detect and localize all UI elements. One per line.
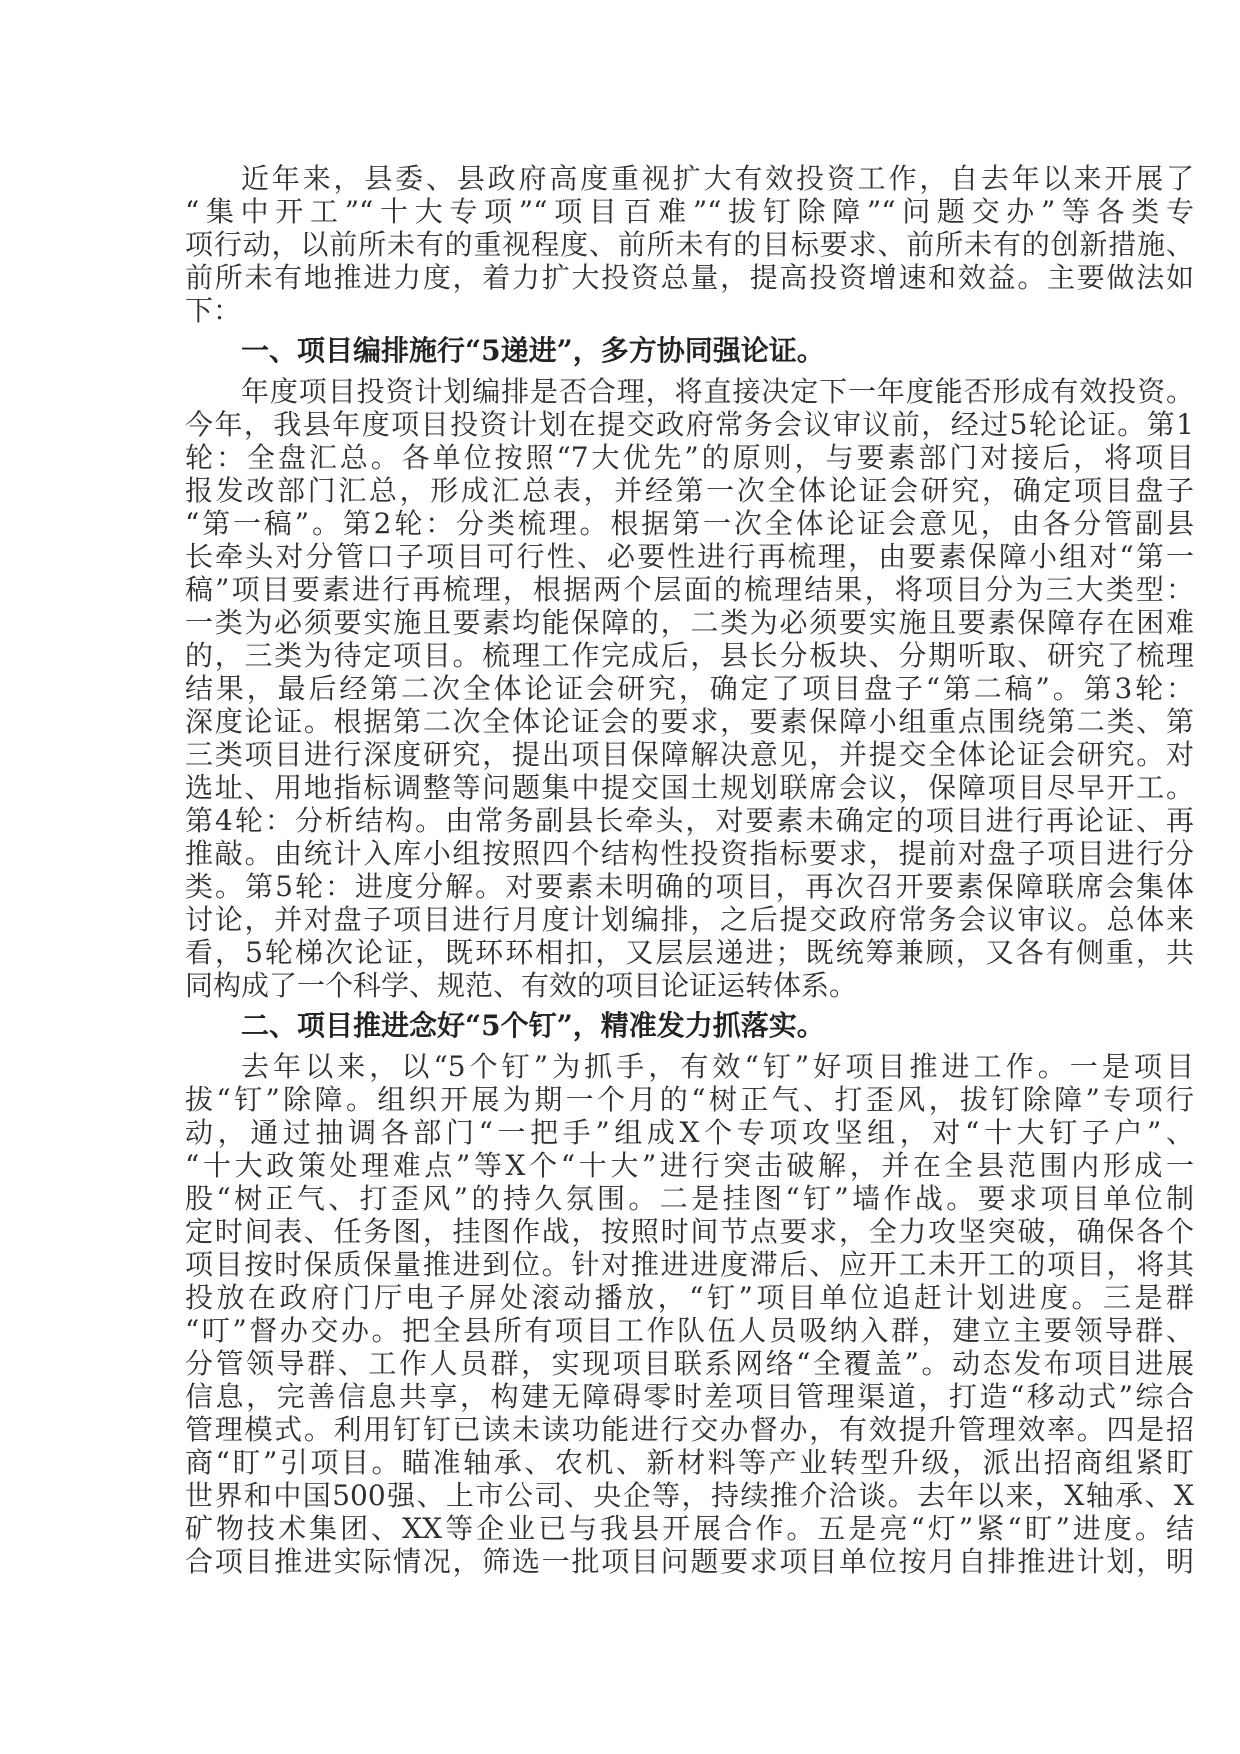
- text-line: 分管领导群、工作人员群，实现项目联系网络“全覆盖”。动态发布项目进展: [185, 1347, 1194, 1380]
- text-line: “集中开工”“十大专项”“项目百难”“拔钉除障”“问题交办”等各类专: [185, 195, 1194, 228]
- text-line: 近年来，县委、县政府高度重视扩大有效投资工作，自去年以来开展了: [241, 162, 1194, 195]
- document-page: [185, 162, 1194, 1578]
- text-line: 选址、用地指标调整等问题集中提交国土规划联席会议，保障项目尽早开工。: [185, 771, 1194, 804]
- text-line: 管理模式。利用钉钉已读未读功能进行交办督办，有效提升管理效率。四是招: [185, 1413, 1194, 1446]
- text-line: 的，三类为待定项目。梳理工作完成后，县长分板块、分期听取、研究了梳理: [185, 639, 1194, 672]
- paragraph: [185, 375, 1194, 1002]
- text-line: 同构成了一个科学、规范、有效的项目论证运转体系。: [185, 969, 858, 1002]
- paragraph: [185, 162, 1194, 327]
- text-line: 投放在政府门厅电子屏处滚动播放，“钉”项目单位追赶计划进度。三是群: [185, 1281, 1194, 1314]
- text-line: 前所未有地推进力度，着力扩大投资总量，提高投资增速和效益。主要做法如: [185, 261, 1194, 294]
- section-heading: 二、项目推进念好“5个钉”，精准发力抓落实。: [241, 1009, 825, 1042]
- text-line: 三类项目进行深度研究，提出项目保障解决意见，并提交全体论证会研究。对: [185, 738, 1194, 771]
- section-heading: 一、项目编排施行“5递进”，多方协同强论证。: [241, 334, 825, 367]
- text-line: 稿”项目要素进行再梳理，根据两个层面的梳理结果，将项目分为三大类型：: [185, 573, 1194, 606]
- text-line: 世界和中国500强、上市公司、央企等，持续推介洽谈。去年以来，X轴承、X: [185, 1479, 1194, 1512]
- text-line: 一类为必须要实施且要素均能保障的，二类为必须要实施且要素保障存在困难: [185, 606, 1194, 639]
- text-line: 长牵头对分管口子项目可行性、必要性进行再梳理，由要素保障小组对“第一: [185, 540, 1194, 573]
- text-line: 股“树正气、打歪风”的持久氛围。二是挂图“钉”墙作战。要求项目单位制: [185, 1182, 1194, 1215]
- text-line: 轮：全盘汇总。各单位按照“7大优先”的原则，与要素部门对接后，将项目: [185, 441, 1194, 474]
- text-line: “十大政策处理难点”等X个“十大”进行突击破解，并在全县范围内形成一: [185, 1149, 1194, 1182]
- text-line: 动，通过抽调各部门“一把手”组成X个专项攻坚组，对“十大钉子户”、: [185, 1116, 1194, 1149]
- text-line: 结果，最后经第二次全体论证会研究，确定了项目盘子“第二稿”。第3轮：: [185, 672, 1194, 705]
- text-line: 矿物技术集团、XX等企业已与我县开展合作。五是亮“灯”紧“盯”进度。结: [185, 1512, 1194, 1545]
- text-line: 报发改部门汇总，形成汇总表，并经第一次全体论证会研究，确定项目盘子: [185, 474, 1194, 507]
- text-line: 定时间表、任务图，挂图作战，按照时间节点要求，全力攻坚突破，确保各个: [185, 1215, 1194, 1248]
- text-line: 去年以来，以“5个钉”为抓手，有效“钉”好项目推进工作。一是项目: [241, 1050, 1194, 1083]
- text-line: 推敲。由统计入库小组按照四个结构性投资指标要求，提前对盘子项目进行分: [185, 837, 1194, 870]
- text-line: 下：: [185, 294, 242, 327]
- text-line: 第4轮：分析结构。由常务副县长牵头，对要素未确定的项目进行再论证、再: [185, 804, 1194, 837]
- text-line: “第一稿”。第2轮：分类梳理。根据第一次全体论证会意见，由各分管副县: [185, 507, 1194, 540]
- text-line: 类。第5轮：进度分解。对要素未明确的项目，再次召开要素保障联席会集体: [185, 870, 1194, 903]
- text-line: 项行动，以前所未有的重视程度、前所未有的目标要求、前所未有的创新措施、: [185, 228, 1194, 261]
- text-line: 项目按时保质保量推进到位。针对推进进度滞后、应开工未开工的项目，将其: [185, 1248, 1194, 1281]
- text-line: 合项目推进实际情况，筛选一批项目问题要求项目单位按月自排推进计划，明: [185, 1545, 1194, 1578]
- text-line: “叮”督办交办。把全县所有项目工作队伍人员吸纳入群，建立主要领导群、: [185, 1314, 1194, 1347]
- text-line: 今年，我县年度项目投资计划在提交政府常务会议审议前，经过5轮论证。第1: [185, 408, 1194, 441]
- text-line: 商“盯”引项目。瞄准轴承、农机、新材料等产业转型升级，派出招商组紧盯: [185, 1446, 1194, 1479]
- text-line: 年度项目投资计划编排是否合理，将直接决定下一年度能否形成有效投资。: [241, 375, 1194, 408]
- text-line: 深度论证。根据第二次全体论证会的要求，要素保障小组重点围绕第二类、第: [185, 705, 1194, 738]
- text-line: 信息，完善信息共享，构建无障碍零时差项目管理渠道，打造“移动式”综合: [185, 1380, 1194, 1413]
- paragraph: [185, 1050, 1194, 1578]
- text-line: 看，5轮梯次论证，既环环相扣，又层层递进；既统筹兼顾，又各有侧重，共: [185, 936, 1194, 969]
- text-line: 讨论，并对盘子项目进行月度计划编排，之后提交政府常务会议审议。总体来: [185, 903, 1194, 936]
- text-line: 拔“钉”除障。组织开展为期一个月的“树正气、打歪风，拔钉除障”专项行: [185, 1083, 1194, 1116]
